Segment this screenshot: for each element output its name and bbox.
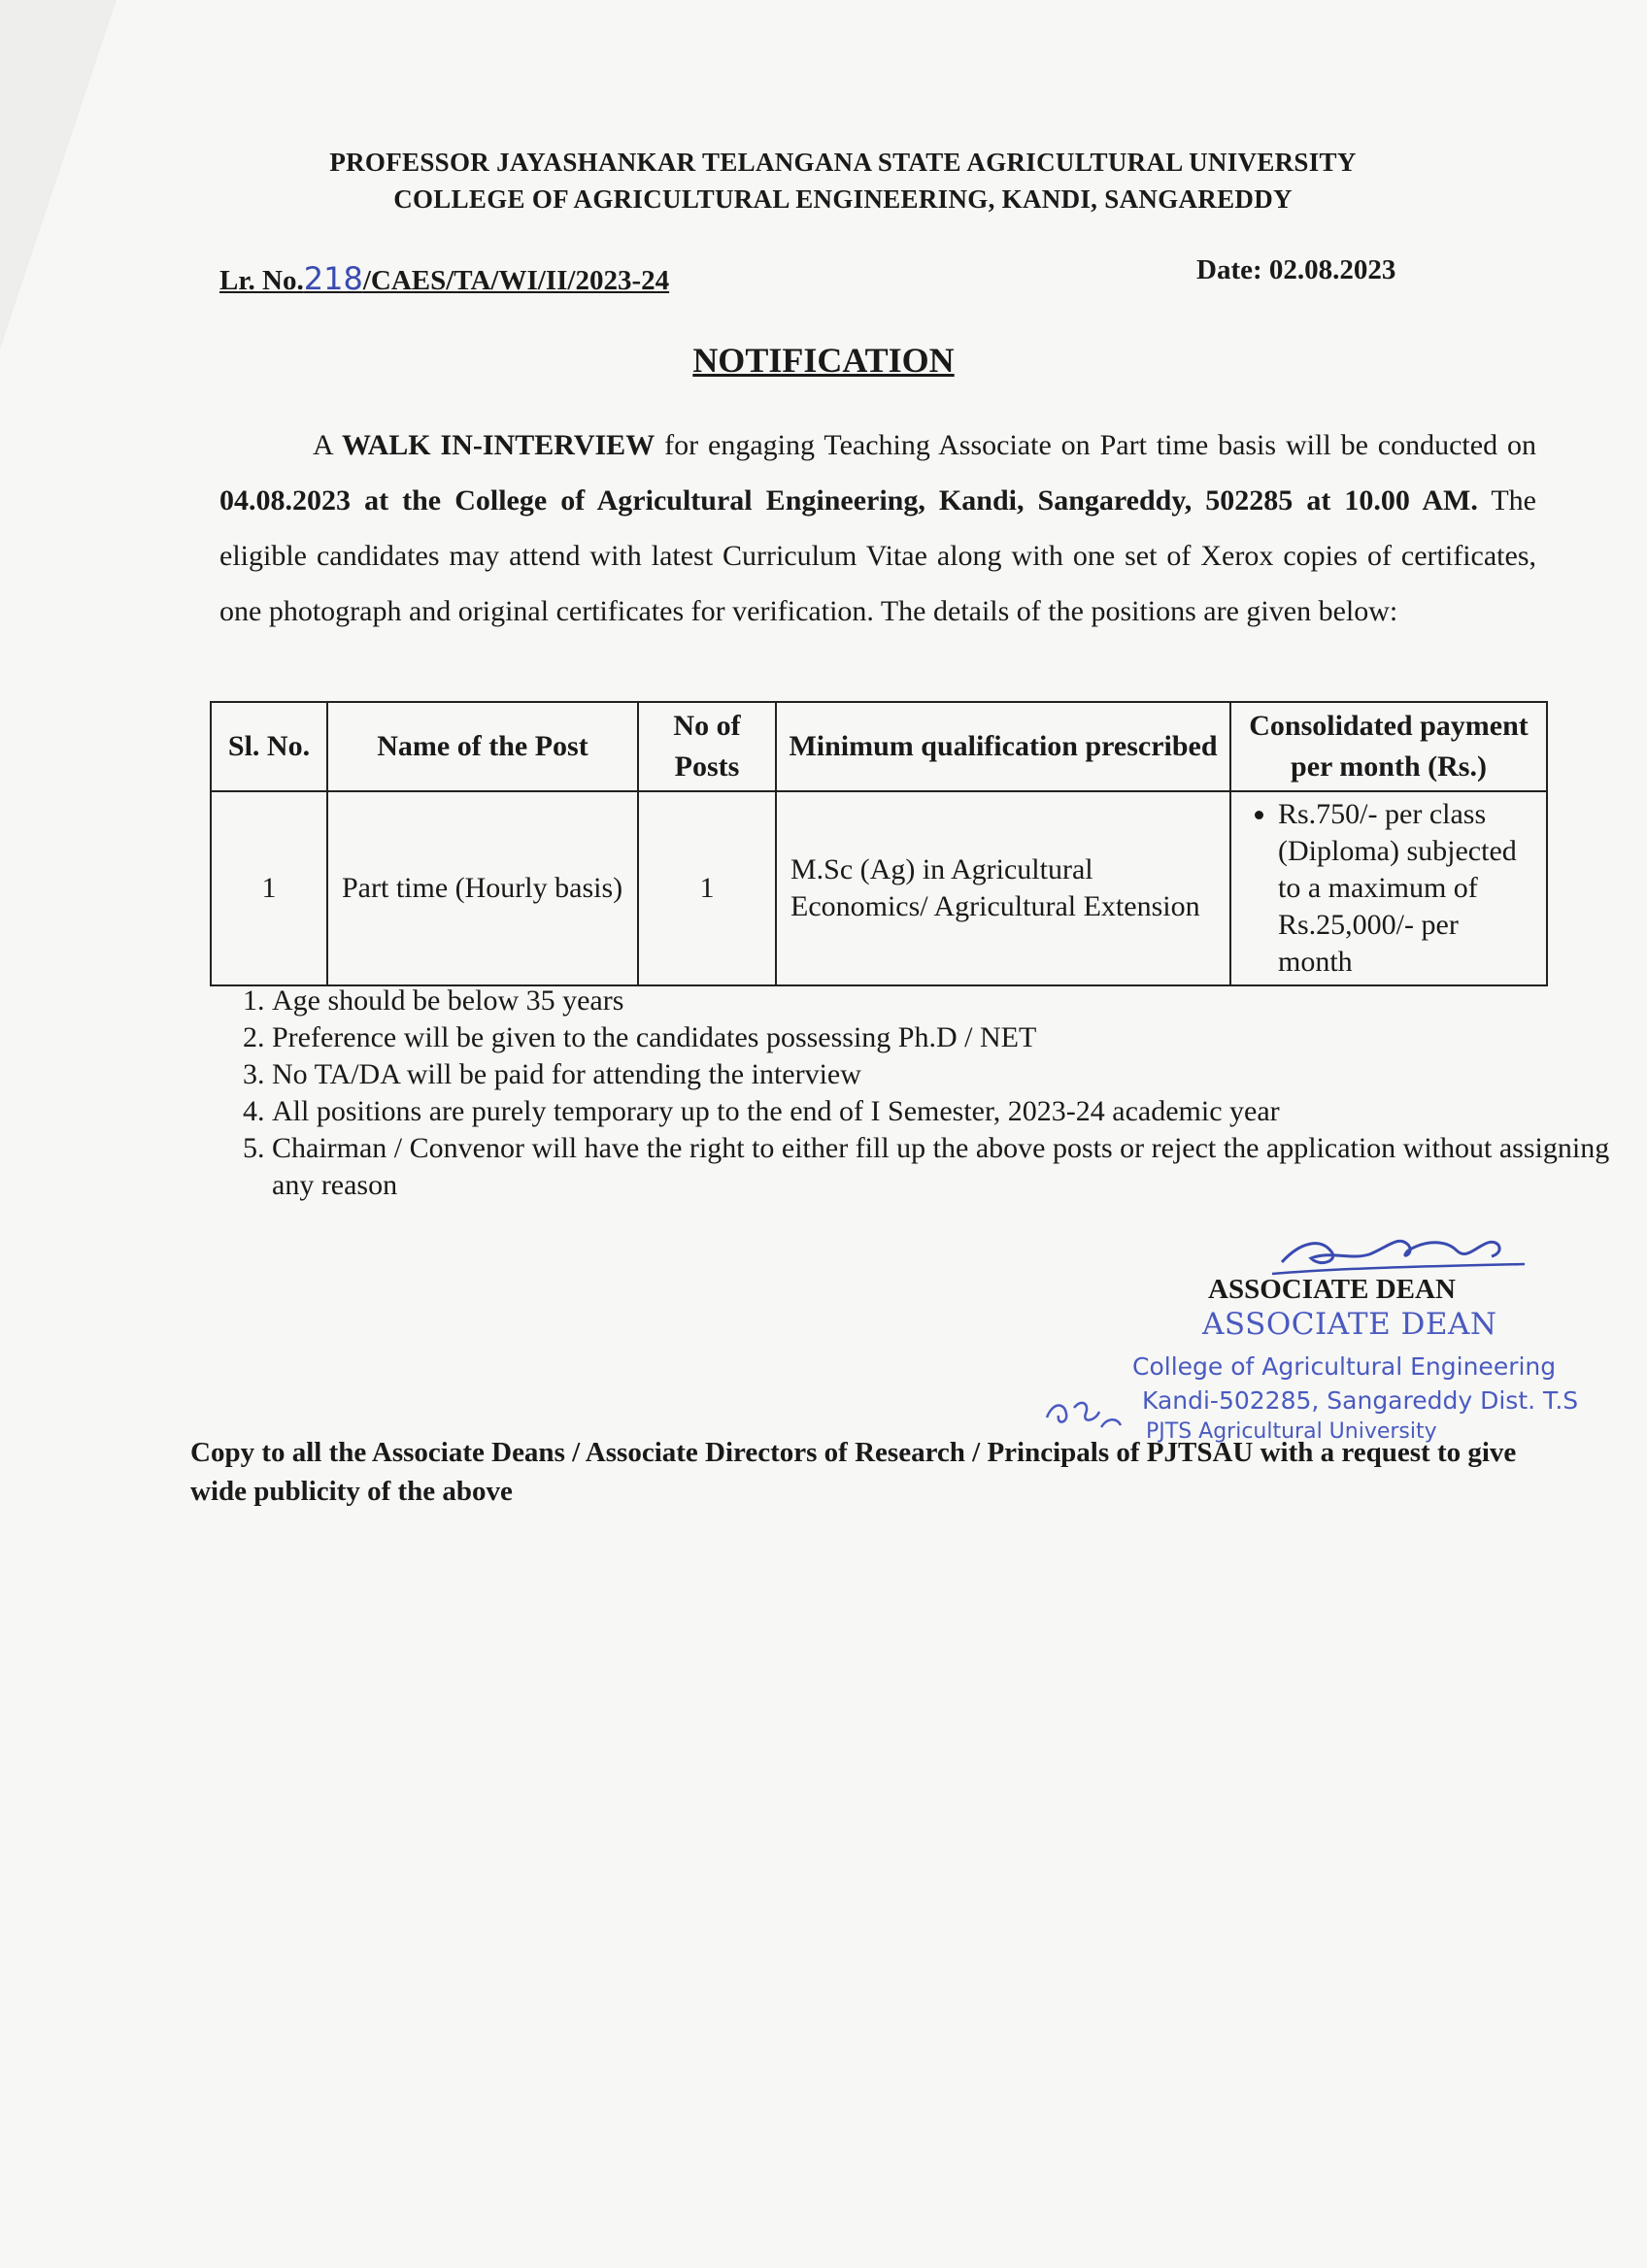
table-header-row [211, 702, 1547, 791]
cell-no-of-posts: 1 [638, 791, 776, 985]
positions-table [210, 701, 1548, 986]
table-row [211, 791, 1547, 985]
list-item: 2. Preference will be given to the candidates possessing Ph.D / NET [272, 1019, 1612, 1056]
list-item: 4. All positions are purely temporary up to the end of I Semester, 2023-24 academic year [272, 1093, 1612, 1130]
cell-post-name: Part time (Hourly basis) [327, 791, 638, 985]
stamp-line-address: Kandi-502285, Sangareddy Dist. T.S [1142, 1386, 1579, 1415]
col-payment: Consolidated payment per month (Rs.) [1230, 702, 1547, 791]
col-no-of-posts: No of Posts [638, 702, 776, 791]
intro-bold-walkin: WALK IN-INTERVIEW [341, 429, 655, 461]
cell-payment [1230, 791, 1547, 985]
intro-text-3: The eligible candidates may attend with latest Curriculum Vitae along with one set of Xerox copies of certificates, one photograph and original certificates for verification. The details of the positions are given below: [219, 484, 1536, 627]
letter-date: Date: 02.08.2023 [1196, 254, 1396, 285]
cell-sl: 1 [211, 791, 327, 985]
letter-number-handwritten: 218 [303, 260, 363, 297]
college-name: COLLEGE OF AGRICULTURAL ENGINEERING, KANDI, SANGAREDDY [393, 184, 1293, 214]
letter-number [219, 260, 669, 297]
stamp-line-college: College of Agricultural Engineering [1132, 1352, 1557, 1381]
intro-bold-venue: 04.08.2023 at the College of Agricultural Engineering, Kandi, Sangareddy, 502285 at 10.00 AM. [219, 484, 1478, 517]
letter-number-suffix: /CAES/TA/WI/II/2023-24 [362, 265, 670, 296]
signatory-title: ASSOCIATE DEAN [1208, 1274, 1456, 1305]
col-qualification: Minimum qualification prescribed [776, 702, 1230, 791]
stamp-script-glyph [1039, 1388, 1126, 1437]
stamp-title: ASSOCIATE DEAN [1202, 1307, 1497, 1342]
copy-to-note: Copy to all the Associate Deans / Associate Directors of Research / Principals of PJTSAU with a request to give wide publicity of the above [190, 1437, 1517, 1507]
notification-title: NOTIFICATION [692, 341, 955, 380]
payment-bullet: • Rs.750/- per class (Diploma) subjected to a maximum of Rs.25,000/- per month [1278, 796, 1532, 981]
cell-qualification: M.Sc (Ag) in Agricultural Economics/ Agricultural Extension [776, 791, 1230, 985]
list-item: 5. Chairman / Convenor will have the right to either fill up the above posts or reject the application without assigning any reason [272, 1130, 1612, 1204]
handwritten-signature [1262, 1221, 1534, 1280]
university-name: PROFESSOR JAYASHANKAR TELANGANA STATE AGRICULTURAL UNIVERSITY [329, 148, 1357, 177]
conditions-list [214, 983, 1612, 1204]
col-post-name: Name of the Post [327, 702, 638, 791]
col-sl: Sl. No. [211, 702, 327, 791]
intro-paragraph [219, 417, 1536, 639]
intro-text-1: A [313, 429, 342, 461]
stamp-line-university: PJTS Agricultural University [1146, 1419, 1437, 1444]
list-item: 1. Age should be below 35 years [272, 983, 1612, 1019]
letter-number-prefix: Lr. No. [219, 265, 304, 296]
list-item: 3. No TA/DA will be paid for attending the interview [272, 1056, 1612, 1093]
intro-text-2: for engaging Teaching Associate on Part time basis will be conducted on [655, 429, 1537, 461]
